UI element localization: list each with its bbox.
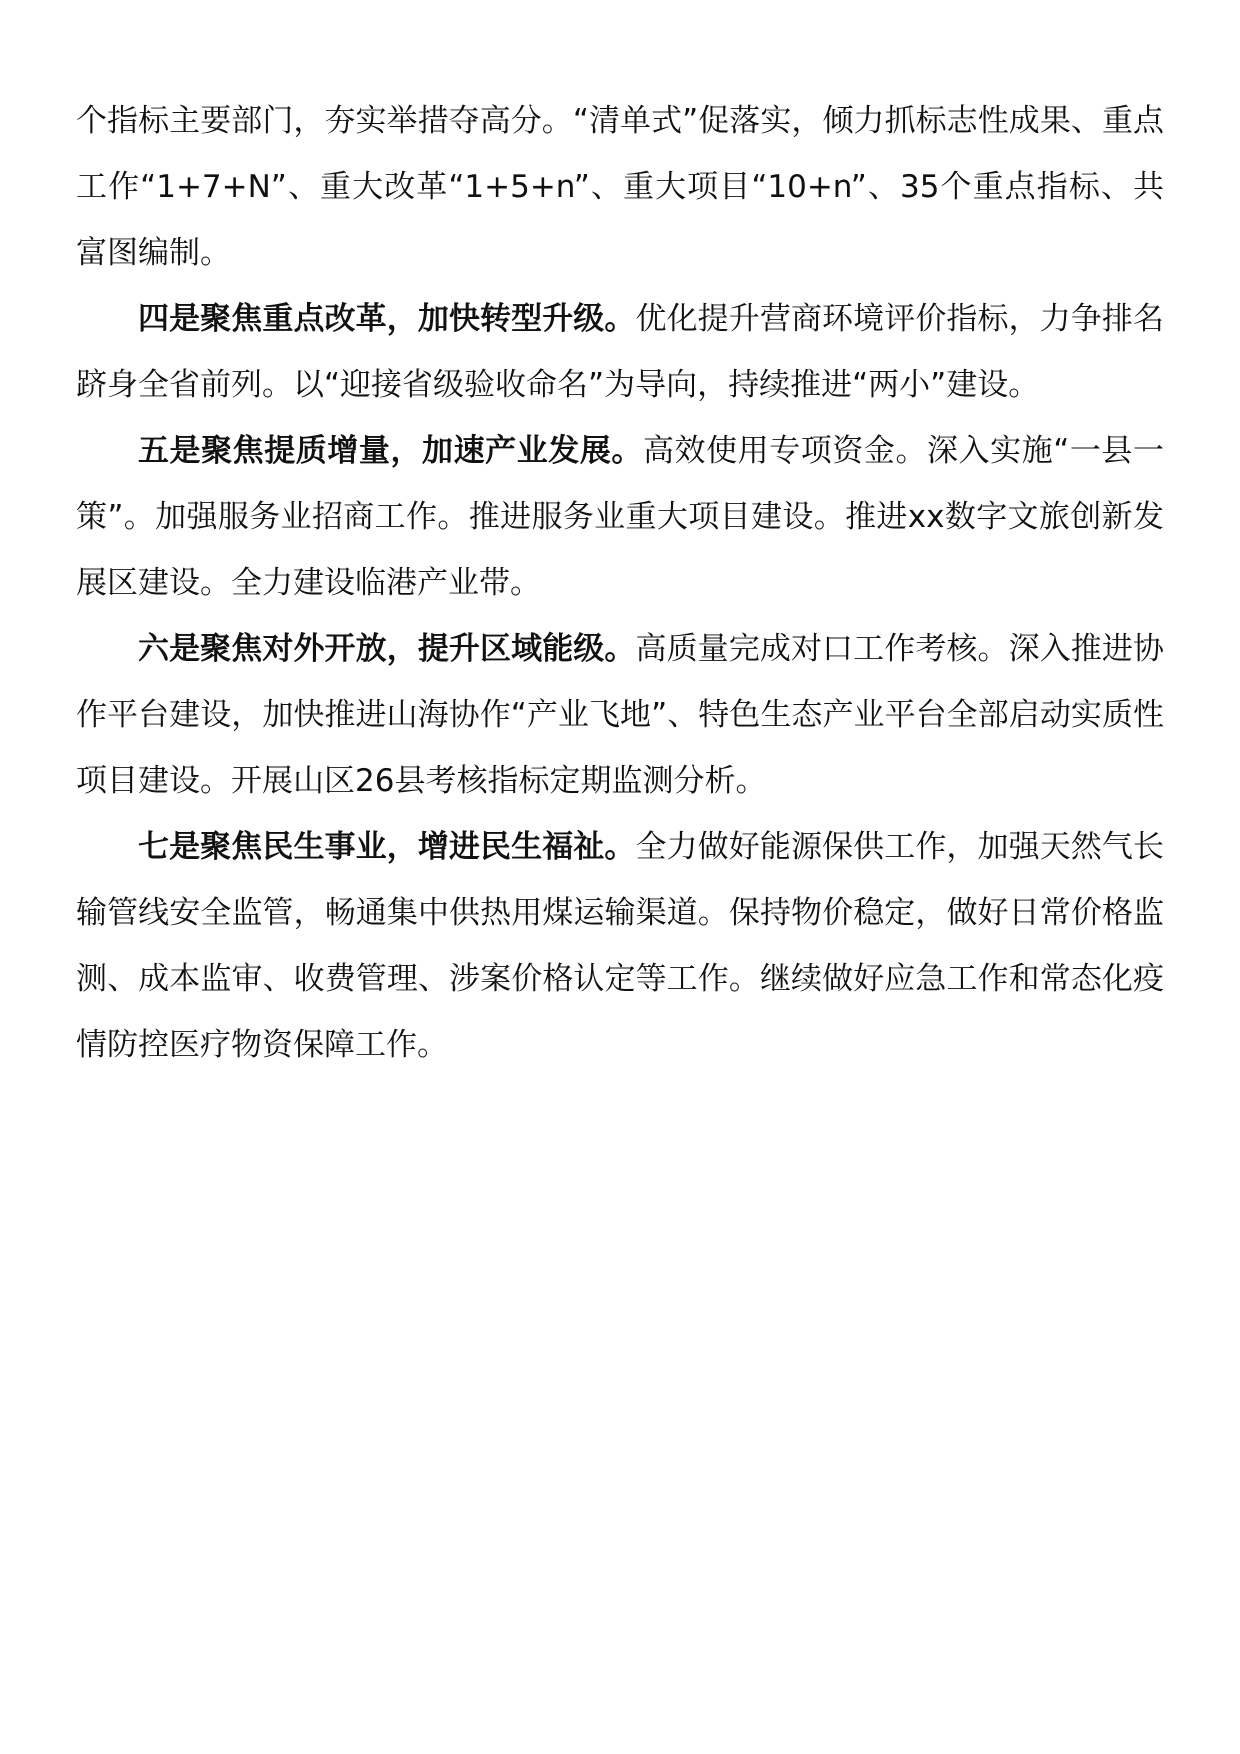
paragraph-heading: 七是聚焦民生事业，增进民生福祉。 <box>138 829 636 865</box>
paragraph-text: 高质量完成对口工作考核。深入推进协作平台建设，加快推进山海协作“产业飞地”、特色生态产业平台全部启动实质性项目建设。开展山区26县考核指标定期监测分析。 <box>76 631 1164 799</box>
paragraph-heading: 六是聚焦对外开放，提升区域能级。 <box>138 631 636 667</box>
paragraph-heading: 五是聚焦提质增量，加速产业发展。 <box>138 433 643 469</box>
paragraph-four <box>76 286 1164 418</box>
paragraph-text: 优化提升营商环境评价指标，力争排名跻身全省前列。以“迎接省级验收命名”为导向，持续推进“两小”建设。 <box>76 301 1164 403</box>
paragraph-heading: 四是聚焦重点改革，加快转型升级。 <box>138 301 636 337</box>
paragraph-six <box>76 616 1164 814</box>
paragraph-text: 全力做好能源保供工作，加强天然气长输管线安全监管，畅通集中供热用煤运输渠道。保持物价稳定，做好日常价格监测、成本监审、收费管理、涉案价格认定等工作。继续做好应急工作和常态化疫情防控医疗物资保障工作。 <box>76 829 1164 1063</box>
paragraph-text: 个指标主要部门，夯实举措夺高分。“清单式”促落实，倾力抓标志性成果、重点工作“1+7+N”、重大改革“1+5+n”、重大项目“10+n”、35个重点指标、共富图编制。 <box>76 103 1164 271</box>
paragraph-continued <box>76 88 1164 286</box>
paragraph-seven <box>76 814 1164 1078</box>
paragraph-five <box>76 418 1164 616</box>
paragraph-text: 高效使用专项资金。深入实施“一县一策”。加强服务业招商工作。推进服务业重大项目建设。推进xx数字文旅创新发展区建设。全力建设临港产业带。 <box>76 433 1164 601</box>
document-body <box>76 88 1164 1078</box>
